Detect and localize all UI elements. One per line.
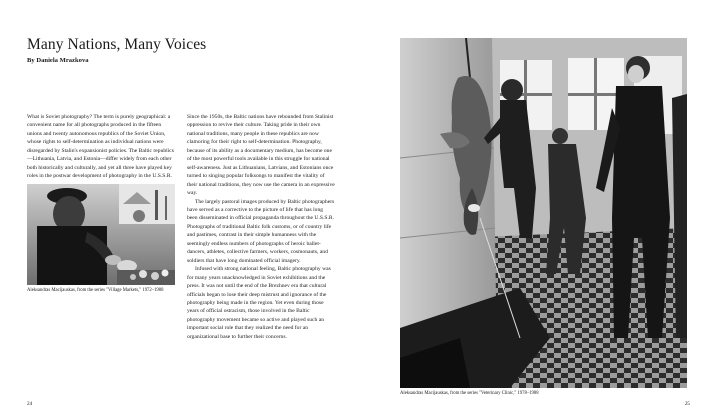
caption-right: Aleksandras Macijauskas, from the series "Veterinary Clinic," 1978–1988 — [400, 391, 539, 396]
paragraph: What is Soviet photography? The term is purely geographical: a convenient name for all photographs produced in the fifteen unions and twenty autonomous republics of the Soviet Union, whose rights to self-determination as individual nations were disregarded by Stalin's expansionist policies. The Baltic republics—Lithuania, Latvia, and Estonia—differ widely from each other both historically and culturally, and yet all three have played key roles in the postwar development of photography in the U.S.S.R. — [27, 114, 174, 180]
photo-veterinary-clinic — [400, 38, 687, 388]
text-column-2 — [187, 113, 335, 341]
article-byline: By Daniela Mrazkova — [27, 57, 89, 64]
text-column-1 — [27, 113, 175, 181]
paragraph: Infused with strong national feeling, Baltic photography was for many years unacknowledged in Soviet exhibitions and the press. It was not until the end of the Brezhnev era that cultural officials began to lose their deep mistrust and ignorance of the photography being made in the region. Yet even during those years of official ostracism, those involved in the Baltic photography movement became so active and played such an important social role that they realized the need for an organizational base to further their concerns. — [187, 266, 331, 340]
paragraph: Since the 1950s, the Baltic nations have rebounded from Stalinist oppression to revive their culture. Taking pride in their own national traditions, many people in these republics are now clamoring for their right to self-determination. Photography, because of its ability as a documentary medium, has become one of the most powerful tools available in this struggle for national self-awareness. Just as Lithuanians, Latvians, and Estonians once turned to singing popular folksongs to manifest the vitality of their national traditions, they now use the camera in an expressive way. — [187, 114, 335, 197]
page-number-left: 24 — [27, 401, 33, 407]
caption-left: Aleksandras Macijauskas, from the series "Village Markets," 1972–1988 — [27, 288, 164, 293]
photo-village-market — [27, 184, 175, 285]
page-number-right: 25 — [684, 401, 690, 407]
article-title: Many Nations, Many Voices — [27, 36, 207, 53]
paragraph: The largely pastoral images produced by Baltic photographers have served as a corrective to the picture of life that has long been disseminated in official propaganda throughout the U.S.S.R. Photographs of traditional Baltic folk customs, or of country life and pastimes, contrast in their simple humanness with the seemingly endless numbers of photographs of heroic ballet-dancers, athletes, collective farmers, workers, cosmonauts, and soldiers that have long dominated official imagery. — [187, 198, 335, 264]
